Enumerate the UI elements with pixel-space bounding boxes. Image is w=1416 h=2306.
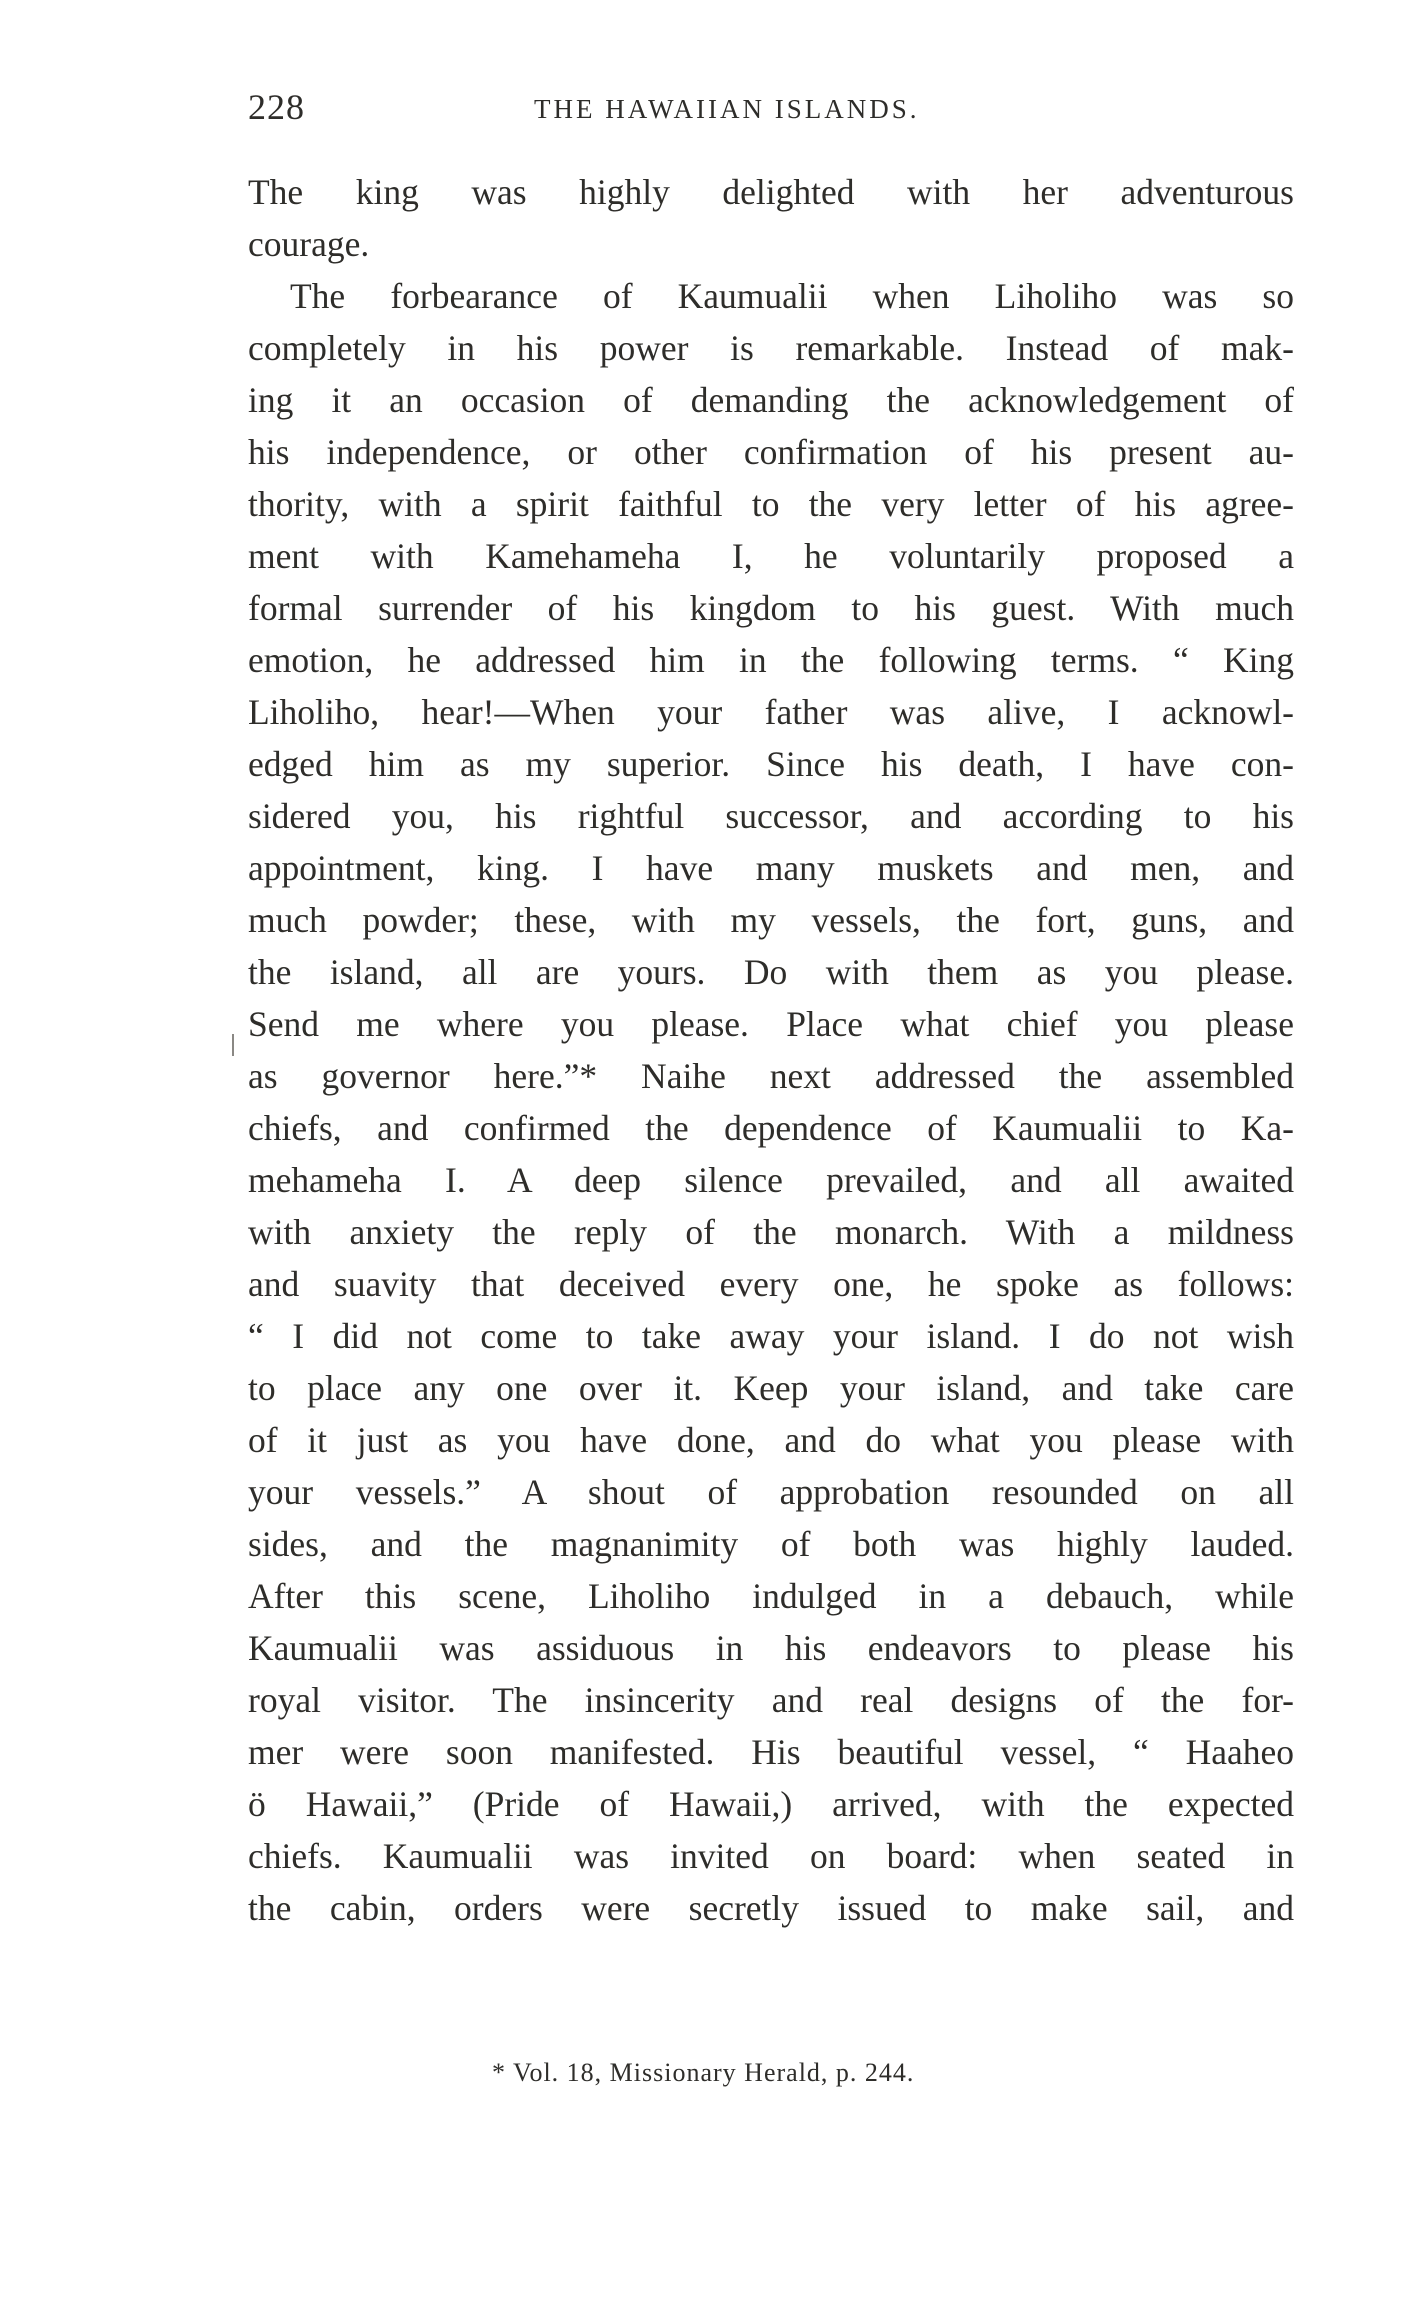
text-line: your vessels.” A shout of approbation resounded on all <box>248 1472 1294 1512</box>
text-line: The king was highly delighted with her adventurous <box>248 172 1294 212</box>
text-line: and suavity that deceived every one, he spoke as follows: <box>248 1264 1294 1304</box>
text-line: Send me where you please. Place what chief you please <box>248 1004 1294 1044</box>
text-line: emotion, he addressed him in the following terms. “ King <box>248 640 1294 680</box>
text-line: completely in his power is remarkable. Instead of mak- <box>248 328 1294 368</box>
text-line: courage. <box>248 224 370 264</box>
text-line: The forbearance of Kaumualii when Liholiho was so <box>290 276 1294 316</box>
text-line: his independence, or other confirmation of his present au- <box>248 432 1294 472</box>
running-title: THE HAWAIIAN ISLANDS. <box>534 94 920 124</box>
text-line: of it just as you have done, and do what you please with <box>248 1420 1294 1460</box>
text-line: appointment, king. I have many muskets and men, and <box>248 848 1294 888</box>
text-line: much powder; these, with my vessels, the fort, guns, and <box>248 900 1294 940</box>
text-line: Liholiho, hear!—When your father was alive, I acknowl- <box>248 692 1294 732</box>
text-line: mer were soon manifested. His beautiful vessel, “ Haaheo <box>248 1732 1294 1772</box>
text-line: Kaumualii was assiduous in his endeavors to please his <box>248 1628 1294 1668</box>
text-line: thority, with a spirit faithful to the very letter of his agree- <box>248 484 1294 524</box>
text-line: ing it an occasion of demanding the acknowledgement of <box>248 380 1294 420</box>
text-line: mehameha I. A deep silence prevailed, and all awaited <box>248 1160 1294 1200</box>
text-line: ö Hawaii,” (Pride of Hawaii,) arrived, with the expected <box>248 1784 1294 1824</box>
text-line: edged him as my superior. Since his death, I have con- <box>248 744 1294 784</box>
text-line: “ I did not come to take away your island. I do not wish <box>248 1316 1294 1356</box>
text-line: chiefs. Kaumualii was invited on board: when seated in <box>248 1836 1294 1876</box>
text-line: ment with Kamehameha I, he voluntarily proposed a <box>248 536 1294 576</box>
footnote: * Vol. 18, Missionary Herald, p. 244. <box>492 2058 915 2087</box>
text-line: as governor here.”* Naihe next addressed the assembled <box>248 1056 1294 1096</box>
text-line: the cabin, orders were secretly issued to make sail, and <box>248 1888 1294 1928</box>
text-line: sidered you, his rightful successor, and according to his <box>248 796 1294 836</box>
page-number: 228 <box>248 87 305 127</box>
margin-mark <box>232 1034 234 1056</box>
text-line: chiefs, and confirmed the dependence of Kaumualii to Ka- <box>248 1108 1294 1148</box>
text-line: to place any one over it. Keep your island, and take care <box>248 1368 1294 1408</box>
body-text <box>248 166 1294 1934</box>
text-line: with anxiety the reply of the monarch. With a mildness <box>248 1212 1294 1252</box>
page-header <box>248 86 1288 136</box>
text-line: After this scene, Liholiho indulged in a debauch, while <box>248 1576 1294 1616</box>
text-line: sides, and the magnanimity of both was highly lauded. <box>248 1524 1294 1564</box>
text-line: royal visitor. The insincerity and real designs of the for- <box>248 1680 1294 1720</box>
text-line: formal surrender of his kingdom to his guest. With much <box>248 588 1294 628</box>
text-line: the island, all are yours. Do with them as you please. <box>248 952 1294 992</box>
